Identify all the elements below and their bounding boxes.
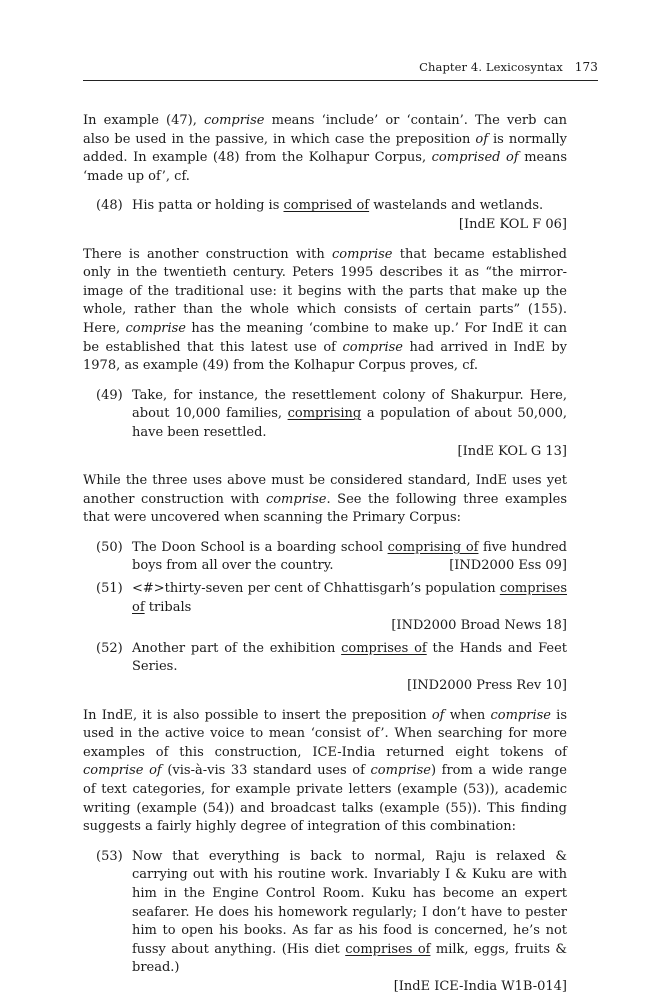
example-48 <box>83 197 567 234</box>
example-51 <box>83 580 567 636</box>
example-text: Take, for instance, the resettlement colony of Shakurpur. Here, about 10,000 families, comprising a population of about 50,000, have been resettled. <box>132 387 567 440</box>
example-source: [IndE ICE-India W1B-014] <box>393 978 567 994</box>
example-source: [IND2000 Broad News 18] <box>391 618 567 634</box>
example-50 <box>83 539 567 576</box>
paragraph-4: In IndE, it is also possible to insert the preposition of when comprise is used in the active voice to mean ‘consist of’. When searching for more examples of this construction, ICE-India returned eight tokens of comprise of (vis-à-vis 33 standard uses of comprise) from a wide range of text categories, for example private letters (example (53)), academic writing (example (54)) and broadcast talks (example (55)). This finding suggests a fairly highly degree of integration of this combination: <box>83 707 567 835</box>
example-source: [IND2000 Press Rev 10] <box>407 678 567 694</box>
paragraph-1: In example (47), comprise means ‘include’ or ‘contain’. The verb can also be used in the passive, in which case the preposition of is normally added. In example (48) from the Kolhapur Corpus, comprised of means ‘made up of’, cf. <box>83 113 568 184</box>
running-head <box>83 60 598 74</box>
example-52 <box>83 640 567 696</box>
example-49 <box>83 387 567 461</box>
example-text: Now that everything is back to normal, Raju is relaxed & carrying out with his routine work. Invariably I & Kuku are with him in the Engine Control Room. Kuku has become an expert seafarer. He does his homework regularly; I don’t have to pester him to open his books. As far as his food is concerned, he’s not fussy about anything. (His diet comprises of milk, eggs, fruits & bread.) <box>132 848 567 976</box>
header-rule <box>83 80 598 81</box>
chapter-title: Chapter 4. Lexicosyntax <box>419 60 563 74</box>
example-number: (53) <box>96 848 123 864</box>
paragraph-3: While the three uses above must be considered standard, IndE uses yet another construction with comprise. See the following three examples that were uncovered when scanning the Primary Corpus: <box>83 473 568 526</box>
example-number: (49) <box>96 387 123 403</box>
example-number: (50) <box>96 539 123 555</box>
page-number: 173 <box>574 60 598 74</box>
body-text <box>83 112 567 1008</box>
example-text: Another part of the exhibition comprises of the Hands and Feet Series. <box>132 640 568 675</box>
example-source: [IND2000 Ess 09] <box>449 558 567 574</box>
paragraph-2: There is another construction with comprise that became established only in the twentieth century. Peters 1995 describes it as “the mirror-image of the traditional use: it begins with the parts that make up the whole, rather than the whole which consists of certain parts” (155). Here, comprise has the meaning ‘combine to make up.’ For IndE it can be established that this latest use of comprise had arrived in IndE by 1978, as example (49) from the Kolhapur Corpus proves, cf. <box>83 246 567 374</box>
examples-50-52 <box>83 539 567 696</box>
example-number: (52) <box>96 640 123 656</box>
example-text: The Doon School is a boarding school comprising of five hundred boys from all over the country. <box>132 539 567 574</box>
example-53 <box>83 848 567 997</box>
example-number: (51) <box>96 581 123 597</box>
example-source: [IndE KOL F 06] <box>458 216 567 232</box>
example-text: <#>thirty-seven per cent of Chhattisgarh’s population comprises of tribals <box>132 581 567 615</box>
example-source: [IndE KOL G 13] <box>457 443 567 459</box>
example-text: His patta or holding is comprised of wastelands and wetlands. <box>132 198 544 214</box>
example-number: (48) <box>96 198 123 214</box>
